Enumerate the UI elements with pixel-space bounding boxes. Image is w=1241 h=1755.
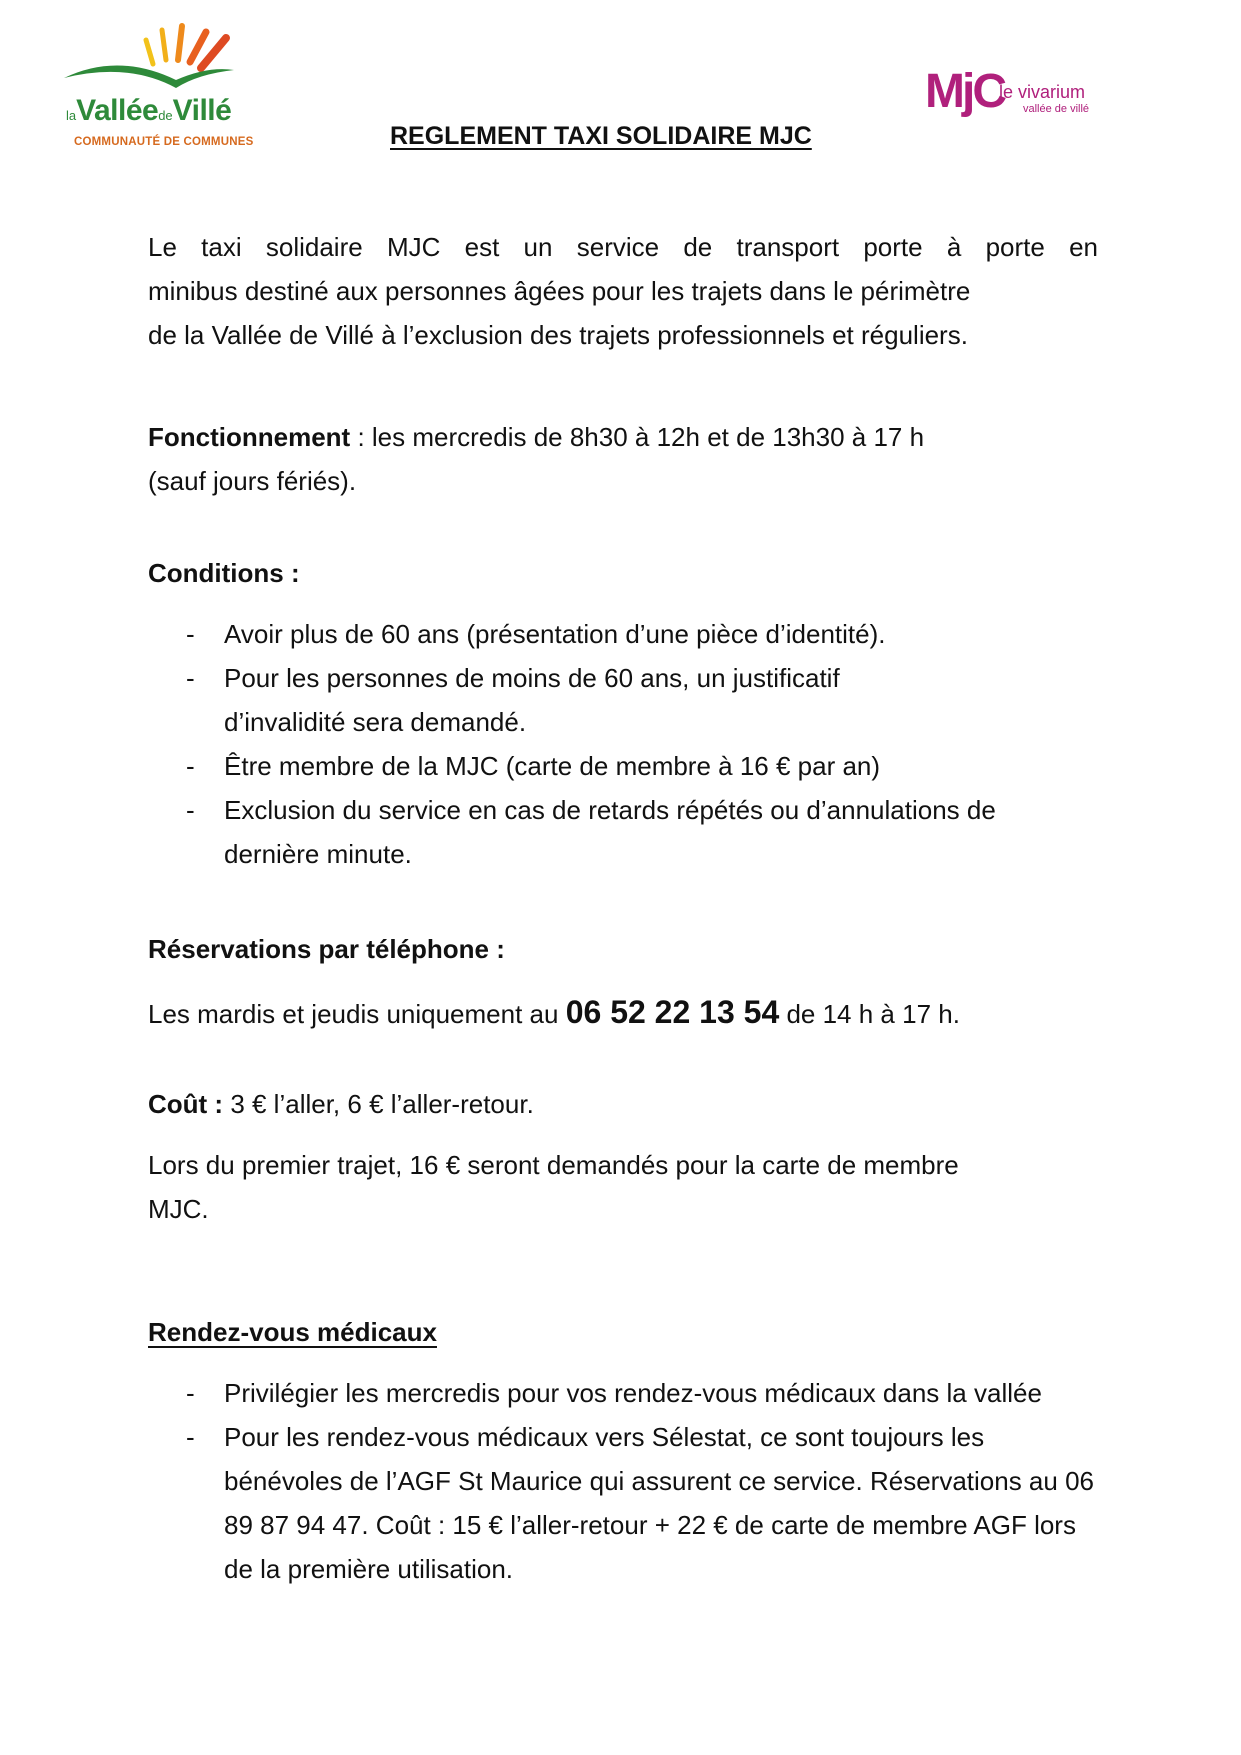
list-item: - Pour les personnes de moins de 60 ans, un justificatif d’invalidité sera demandé. [148, 656, 1098, 744]
fonctionnement-label: Fonctionnement [148, 422, 351, 452]
logo-subtitle: COMMUNAUTÉ DE COMMUNES [74, 136, 254, 148]
cout-line [148, 1082, 1098, 1126]
list-item: - Pour les rendez-vous médicaux vers Sélestat, ce sont toujours les bénévoles de l’AGF St Maurice qui assurent ce service. Réservations au 06 89 87 94 47. Coût : 15 € l’aller-retour + 22 € de carte de membre AGF lors de la première utilisation. [148, 1415, 1098, 1591]
cout-note: Lors du premier trajet, 16 € seront demandés pour la carte de membre MJC. [148, 1150, 959, 1224]
vallee-de-ville-logo [58, 22, 288, 157]
reservations-text: Les mardis et jeudis uniquement au 06 52 22 13 54 de 14 h à 17 h. [148, 994, 960, 1030]
logo-wordmark: laValléedeVillé [66, 94, 232, 127]
medical-list [148, 1371, 1098, 1591]
page-title: REGLEMENT TAXI SOLIDAIRE MJC [390, 122, 812, 150]
reservations-heading: Réservations par téléphone : [148, 934, 505, 964]
list-item: - Avoir plus de 60 ans (présentation d’une pièce d’identité). [148, 612, 1098, 656]
list-item: - Être membre de la MJC (carte de membre à 16 € par an) [148, 744, 1098, 788]
cout-label: Coût : [148, 1089, 224, 1119]
fonctionnement-section [148, 415, 1098, 503]
mjc-wordmark: MjC [925, 65, 1004, 118]
mjc-logo [925, 65, 1125, 130]
conditions-list [148, 612, 1098, 876]
medical-heading: Rendez-vous médicaux [148, 1317, 437, 1347]
intro-paragraph: Le taxi solidaire MJC est un service de transport porte à porte en minibus destiné aux personnes âgées pour les trajets dans le périmètre de la Vallée de Villé à l’exclusion des trajets professionnels et réguliers. [148, 232, 1098, 350]
list-item: - Privilégier les mercredis pour vos rendez-vous médicaux dans la vallée [148, 1371, 1098, 1415]
fonctionnement-text: : les mercredis de 8h30 à 12h et de 13h30 à 17 h [350, 422, 925, 452]
mjc-logo-line2: vallée de villé [1023, 103, 1090, 115]
mjc-logo-line1: le vivarium [999, 82, 1086, 102]
phone-number: 06 52 22 13 54 [565, 994, 780, 1030]
list-item: - Exclusion du service en cas de retards répétés ou d’annulations de dernière minute. [148, 788, 1098, 876]
conditions-heading: Conditions : [148, 558, 300, 588]
cout-text: 3 € l’aller, 6 € l’aller-retour. [223, 1089, 534, 1119]
fonctionnement-note: (sauf jours fériés). [148, 466, 357, 496]
